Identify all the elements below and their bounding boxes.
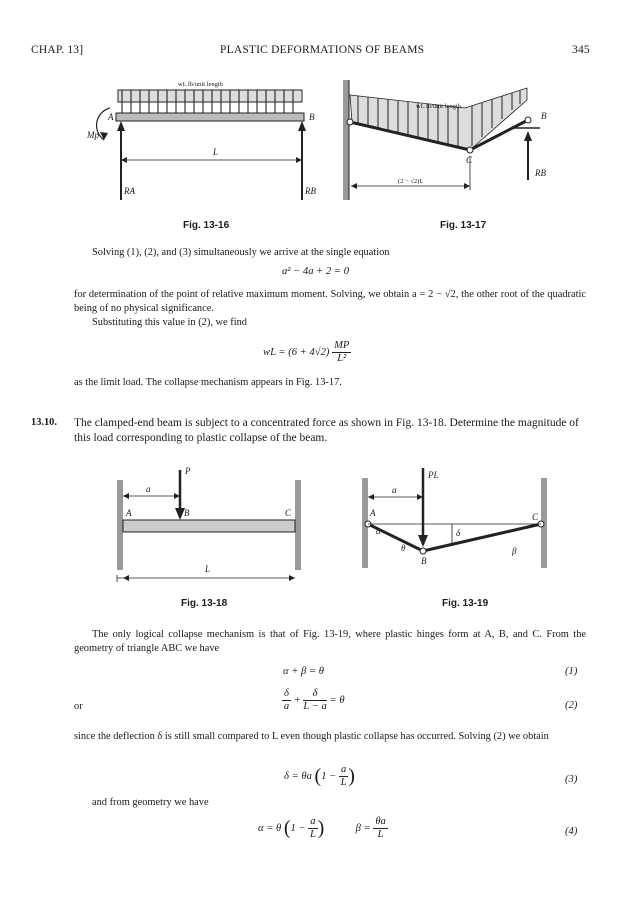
- solution-eq3: δ = θa (1 − $\frac{a}{L}$ ): [284, 764, 355, 788]
- solution-line3: and from geometry we have: [92, 797, 209, 808]
- eq-wl-denominator: L²: [337, 353, 347, 364]
- solution-line2: since the deflection δ is still small compared to L even though plastic collapse has occurred. Solving (2) we obtain: [74, 731, 549, 742]
- fig17-label-B: B: [541, 111, 547, 121]
- solution-eq1: α + β = θ: [283, 666, 324, 677]
- para1-line1: Solving (1), (2), and (3) simultaneously we arrive at the single equation: [92, 247, 390, 258]
- problem-number: 13.10.: [31, 417, 57, 428]
- solution-eq4-number: (4): [565, 826, 578, 837]
- eq3-frac-den: L: [340, 777, 347, 788]
- solution-eq4: α = θ (1 − $\frac{a}{L}$ ) β = $\frac{\theta a}{L}$: [258, 816, 386, 840]
- fig16-label-RA: RA: [124, 186, 135, 196]
- solution-eq1-number: (1): [565, 666, 578, 677]
- fig19-caption: Fig. 13-19: [442, 598, 489, 609]
- running-title: PLASTIC DEFORMATIONS OF BEAMS: [220, 44, 425, 56]
- eq-wl-numerator: MP: [334, 340, 350, 351]
- eq2-frac-a-den: a: [283, 701, 290, 712]
- solution-eq2: $\frac{\delta}{a}$ + $\frac{\delta}{L - a}$ = θ: [283, 688, 345, 712]
- solution-line1: The only logical collapse mechanism is that of Fig. 13-19, where plastic hinges form at A, B, and C. From the geometry of triangle ABC we have: [74, 629, 586, 655]
- eq2-frac-a: [282, 688, 291, 713]
- fig19-label-B: B: [421, 556, 427, 566]
- fig16-label-RB: RB: [305, 186, 316, 196]
- eq4-beta-frac: [373, 816, 388, 841]
- para1-line2: for determination of the point of relative maximum moment. Solving, we obtain a = 2 − √2, the other root of the quadratic being of no physical significance.: [74, 289, 586, 315]
- eq2-rhs: = θ: [329, 694, 345, 706]
- eq4-alpha-frac: [308, 816, 317, 841]
- fig19-label-theta: θ: [401, 543, 406, 553]
- fig19-label-beta: β: [512, 546, 517, 556]
- eq4-beta-lhs: β =: [355, 822, 371, 834]
- fig17-load-label: wL lb/unit length: [416, 103, 461, 110]
- fig19-label-PL: PL: [428, 470, 439, 480]
- eq4-alpha-frac-num: a: [310, 816, 316, 827]
- fig18-label-A: A: [126, 508, 132, 518]
- para1-line3: Substituting this value in (2), we find: [92, 317, 247, 328]
- fig19-label-A: A: [370, 508, 376, 518]
- fig18-caption: Fig. 13-18: [181, 598, 228, 609]
- fig19-label-alpha: α: [376, 526, 381, 536]
- eq3-frac: [339, 764, 348, 789]
- fig16-label-A: A: [108, 112, 114, 122]
- fig16-caption: Fig. 13-16: [183, 220, 230, 231]
- fig18-label-B: B: [184, 508, 190, 518]
- solution-eq3-number: (3): [565, 774, 578, 785]
- problem-text: The clamped-end beam is subject to a concentrated force as shown in Fig. 13-18. Determine the magnitude of this load corresponding to plastic collapse of the beam.: [74, 417, 579, 444]
- para1-equation: a² − 4a + 2 = 0: [282, 266, 349, 277]
- eq4-beta-num: θa: [375, 816, 386, 827]
- fig19-label-delta: δ: [456, 528, 461, 538]
- fig16-label-Mp: Mp: [87, 130, 99, 140]
- para1-line4: as the limit load. The collapse mechanism appears in Fig. 13-17.: [74, 377, 342, 388]
- eq2-frac-b: [303, 688, 326, 713]
- eq3-left: δ = θa: [284, 770, 312, 782]
- solution-or: or: [74, 701, 83, 712]
- fig18-label-C: C: [285, 508, 292, 518]
- eq2-frac-a-num: δ: [284, 688, 289, 699]
- eq-wl-left: wL = (6 + 4√2): [263, 346, 330, 358]
- eq2-frac-b-den: L − a: [303, 701, 327, 712]
- fig19-label-C: C: [532, 512, 539, 522]
- fig17-label-C: C: [466, 155, 473, 165]
- fig18-label-P: P: [185, 466, 191, 476]
- solution-eq2-number: (2): [565, 700, 578, 711]
- fig16-label-L: L: [213, 147, 219, 157]
- fig17-caption: Fig. 13-17: [440, 220, 487, 231]
- eq3-frac-num: a: [340, 764, 347, 775]
- fig18-label-a: a: [146, 484, 151, 494]
- eq2-frac-b-num: δ: [303, 688, 326, 701]
- fig16-label-B: B: [309, 112, 315, 122]
- page-number: 345: [572, 44, 590, 56]
- fig16-load-label: wL lb/unit length: [178, 81, 223, 88]
- eq4-alpha-frac-den: L: [309, 829, 316, 840]
- fig18-label-L: L: [205, 564, 211, 574]
- fig19-label-a: a: [392, 485, 397, 495]
- chapter-label: CHAP. 13]: [31, 44, 84, 56]
- eq4-alpha: α = θ: [258, 822, 282, 834]
- fig17-dim-label: (2 − √2)L: [398, 178, 424, 185]
- eq4-beta-den: L: [377, 829, 384, 840]
- fig17-label-RB: RB: [535, 168, 546, 178]
